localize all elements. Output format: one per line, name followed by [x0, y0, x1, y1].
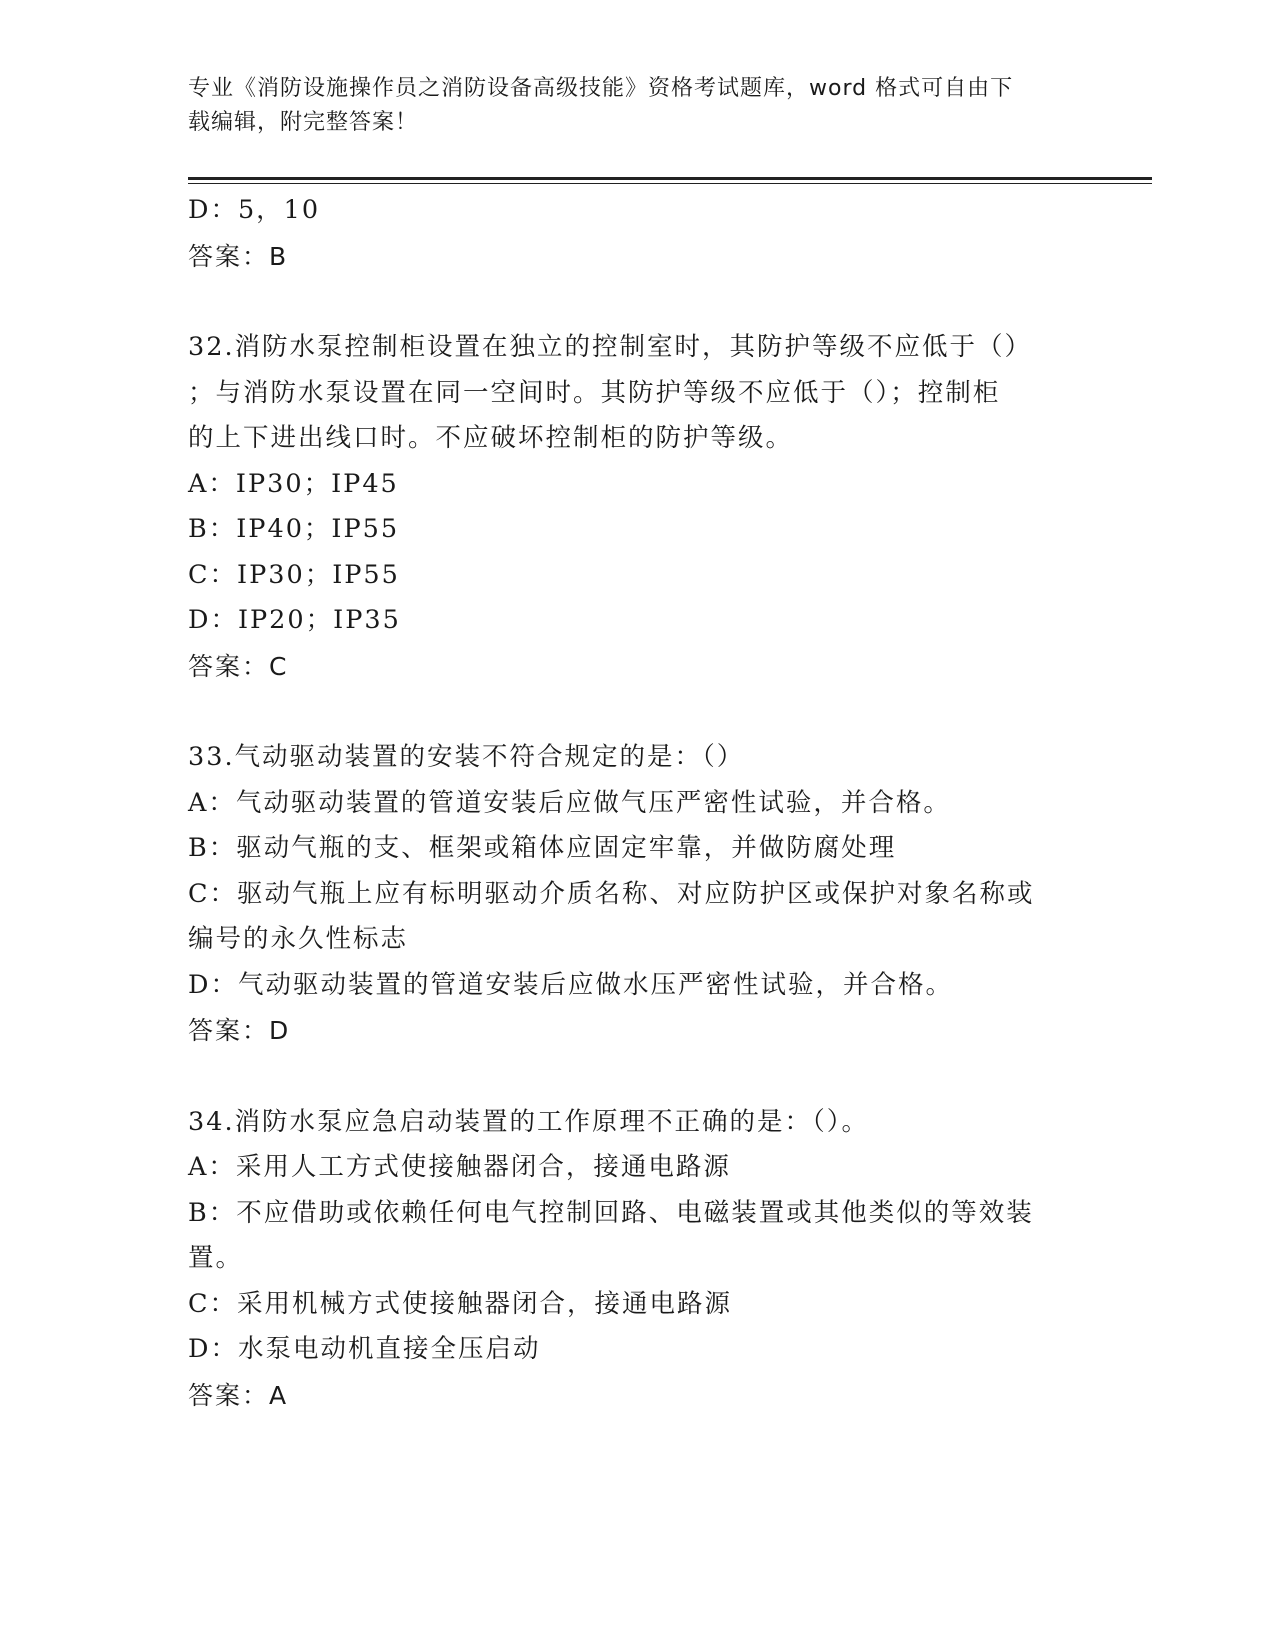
- option-b: B：不应借助或依赖任何电气控制回路、电磁装置或其他类似的等效装: [188, 1197, 1034, 1228]
- question-stem-line: 的上下进出线口时。不应破坏控制柜的防护等级。: [188, 423, 794, 453]
- option-a: A：IP30；IP45: [188, 468, 399, 499]
- question-stem-line: 34.消防水泵应急启动装置的工作原理不正确的是：（）。: [188, 1106, 870, 1137]
- question-32: [188, 325, 1108, 689]
- question-33: [188, 735, 1108, 1054]
- option-a: A：气动驱动装置的管道安装后应做气压严密性试验，并合格。: [188, 787, 951, 818]
- question-stem-line: 32.消防水泵控制柜设置在独立的控制室时，其防护等级不应低于（）: [188, 332, 1033, 362]
- question-content: [188, 188, 1108, 1418]
- answer-line: 答案：A: [188, 1380, 289, 1410]
- header-line-2: 载编辑，附完整答案！: [188, 110, 419, 135]
- question-stem-line: 33.气动驱动装置的安装不符合规定的是：（）: [188, 742, 745, 772]
- answer-line: 答案：D: [188, 1016, 291, 1045]
- option-d: D：IP20；IP35: [188, 605, 401, 635]
- option-a: A：采用人工方式使接触器闭合，接通电路源: [188, 1152, 731, 1182]
- header-divider-thin: [188, 183, 1152, 184]
- header-divider-thick: [188, 177, 1152, 180]
- answer-line: 答案：C: [188, 651, 289, 681]
- option-b: B：驱动气瓶的支、框架或箱体应固定牢靠，并做防腐处理: [188, 833, 897, 863]
- option-b-continued: 置。: [188, 1243, 244, 1273]
- answer-line: 答案：B: [188, 241, 289, 271]
- question-stem-line: ；与消防水泵设置在同一空间时。其防护等级不应低于（）；控制柜: [188, 377, 1001, 408]
- document-header: [188, 72, 1088, 140]
- option-d: D：气动驱动装置的管道安装后应做水压严密性试验，并合格。: [188, 969, 953, 1000]
- option-c-continued: 编号的永久性标志: [188, 924, 409, 954]
- header-line-1: 专业《消防设施操作员之消防设备高级技能》资格考试题库，word 格式可自由下: [188, 76, 1014, 101]
- option-d: D：5，10: [188, 195, 321, 225]
- question-34: [188, 1100, 1108, 1419]
- option-d: D：水泵电动机直接全压启动: [188, 1334, 541, 1364]
- option-c: C：采用机械方式使接触器闭合，接通电路源: [188, 1288, 733, 1319]
- option-c: C：驱动气瓶上应有标明驱动介质名称、对应防护区或保护对象名称或: [188, 878, 1035, 909]
- option-c: C：IP30；IP55: [188, 559, 400, 590]
- option-b: B：IP40；IP55: [188, 514, 400, 544]
